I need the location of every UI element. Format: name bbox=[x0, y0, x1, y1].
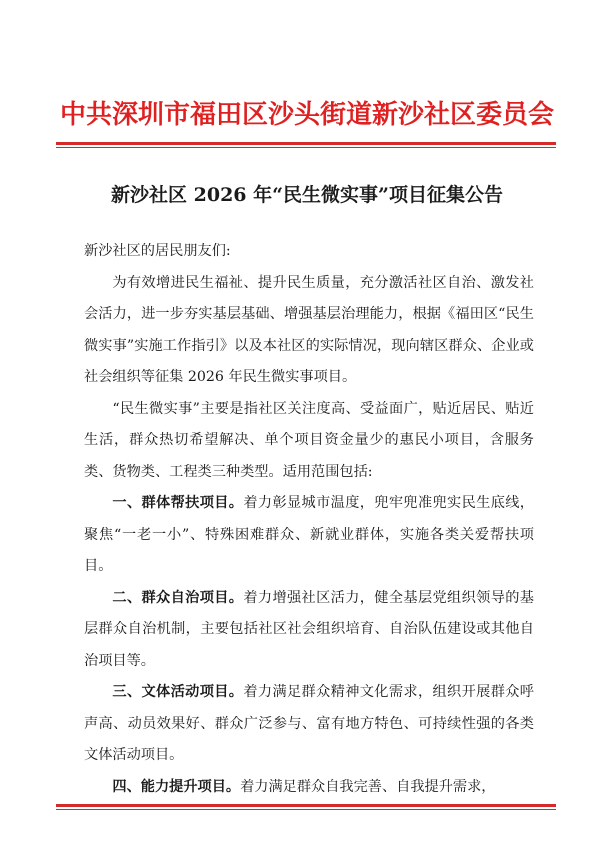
header-divider-thin bbox=[56, 147, 556, 148]
scope-paragraph: “民生微实事”主要是指社区关注度高、受益面广，贴近居民、贴近生活，群众热切希望解决、单个项目资金量少的惠民小项目，含服务类、货物类、工程类三种类型。适用范围包括: bbox=[84, 400, 534, 480]
scope-item bbox=[84, 772, 534, 804]
issuing-organization-title: 中共深圳市福田区沙头街道新沙社区委员会 bbox=[59, 100, 554, 130]
scope-item-text: 着力满足群众精神文化需求，组织开展群众呼声高、动员效果好、群众广泛参与、富有地方特色、可持续性强的各类文体活动项目。 bbox=[84, 684, 534, 763]
footer-divider-thick bbox=[56, 804, 556, 807]
scope-item-heading: 二、群众自治项目。 bbox=[112, 589, 244, 606]
scope-item-text: 着力满足群众自我完善、自我提升需求， bbox=[240, 778, 496, 795]
document-title: 新沙社区 2026 年“民生微实事”项目征集公告 bbox=[111, 184, 503, 206]
scope-item bbox=[84, 488, 534, 583]
intro-paragraph: 为有效增进民生福祉、提升民生质量，充分激活社区自治、激发社会活力，进一步夯实基层基础、增强基层治理能力，根据《福田区“民生微实事”实施工作指引》以及本社区的实际情况，现向辖区群众、企业或社会组织等征集 2026 年民生微实事项目。 bbox=[84, 274, 534, 385]
salutation: 新沙社区的居民朋友们: bbox=[84, 243, 231, 259]
scope-item-heading: 一、群体帮扶项目。 bbox=[112, 495, 244, 511]
scope-item-text: 着力彰显城市温度，兜牢兜准兜实民生底线，聚焦“一老一小”、特殊困难群众、新就业群体，实施各类关爱帮扶项目。 bbox=[84, 495, 534, 574]
scope-item bbox=[84, 583, 534, 678]
footer-divider-thin bbox=[56, 809, 556, 810]
scope-item-heading: 四、能力提升项目。 bbox=[112, 778, 241, 795]
document-body bbox=[84, 236, 534, 803]
scope-item bbox=[84, 677, 534, 772]
scope-item-heading: 三、文体活动项目。 bbox=[112, 684, 244, 700]
header-divider-thick bbox=[56, 142, 556, 145]
scope-item-text: 着力增强社区活力，健全基层党组织领导的基层群众自治机制，主要包括社区社会组织培育、自治队伍建设或其他自治项目等。 bbox=[84, 589, 534, 669]
